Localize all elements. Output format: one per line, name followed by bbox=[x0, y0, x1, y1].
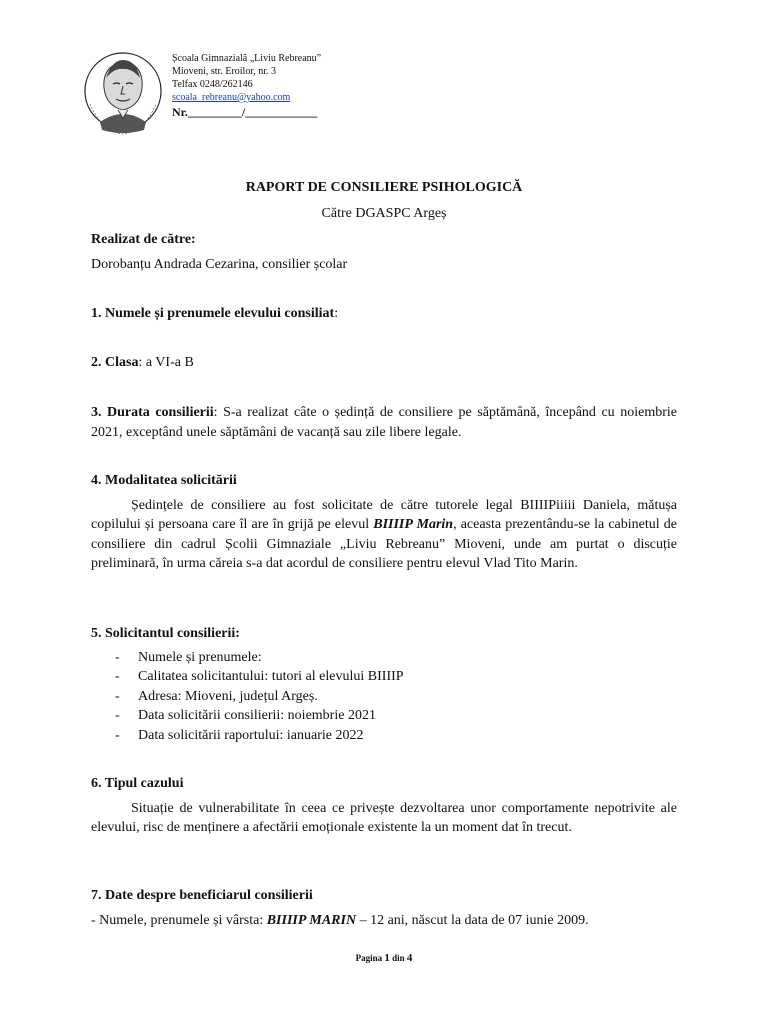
list-item: - Data solicitării consilierii: noiembrie 2021 bbox=[91, 706, 677, 726]
list-item: - Numele și prenumele: bbox=[91, 648, 677, 668]
school-logo-icon bbox=[82, 48, 164, 138]
section-5-label: 5. Solicitantul consilierii: bbox=[91, 626, 240, 641]
section-7-line: - Numele, prenumele și vârsta: BIIIIP MARIN – 12 ani, născut la data de 07 iunie 2009. bbox=[91, 912, 589, 928]
section-7-label: 7. Date despre beneficiarul consilierii bbox=[91, 888, 313, 903]
report-recipient: Către DGASPC Argeș bbox=[321, 206, 447, 221]
list-item: - Adresa: Mioveni, județul Argeș. bbox=[91, 687, 677, 707]
author-label: Realizat de către: bbox=[91, 232, 196, 247]
section-2 bbox=[91, 353, 677, 373]
footer-din: din bbox=[392, 953, 405, 963]
section-6 bbox=[91, 774, 677, 838]
section-3-label: 3. Durata consilierii bbox=[91, 405, 214, 420]
section-2-text: : a VI-a B bbox=[138, 355, 194, 370]
section-4-label: 4. Modalitatea solicitării bbox=[91, 473, 237, 488]
school-email-link[interactable]: scoala_rebreanu@yahoo.com bbox=[172, 92, 291, 103]
footer-total-pages: 4 bbox=[406, 952, 413, 964]
student-name: BIIIIP Marin bbox=[373, 517, 454, 532]
footer-current-page: 1 bbox=[384, 952, 390, 964]
author-section bbox=[91, 230, 677, 274]
registration-number: Nr._________/____________ bbox=[172, 105, 318, 119]
section-1-text: : bbox=[334, 306, 339, 321]
report-title: RAPORT DE CONSILIERE PSIHOLOGICĂ bbox=[245, 180, 523, 195]
section-6-paragraph: Situație de vulnerabilitate în ceea ce privește dezvoltarea unor comportamente nepotrivite ale elevului, risc de menținere a afectării emoționale existente la un moment dat în trecut. bbox=[91, 800, 677, 835]
section-5 bbox=[91, 624, 677, 745]
section-3 bbox=[91, 403, 677, 442]
beneficiary-name: BIIIIP MARIN bbox=[266, 912, 357, 928]
author-value: Dorobanțu Andrada Cezarina, consilier școlar bbox=[91, 256, 348, 272]
page-footer bbox=[0, 952, 768, 964]
school-header bbox=[172, 52, 321, 119]
section-7 bbox=[91, 886, 677, 930]
school-address: Mioveni, str. Eroilor, nr. 3 bbox=[172, 66, 277, 77]
list-item: - Data solicitării raportului: ianuarie 2022 bbox=[91, 726, 677, 746]
footer-pagina: Pagina bbox=[355, 953, 383, 963]
section-4-paragraph: Ședințele de consiliere au fost solicitate de către tutorele legal BIIIIPiiiii Daniela, mătușa copilului și persoana care îl are în grijă pe elevul BIIIIP Marin, aceasta prezentându-se la cabinetul de consiliere din cadrul Școlii Gimnaziale „Liviu Rebreanu” Mioveni, unde am purtat o discuție preliminară, în urma căreia s-a dat acordul de consiliere pentru elevul Vlad Tito Marin. bbox=[91, 497, 677, 571]
section-3-text: : S-a realizat câte o ședință de consiliere pe săptămână, începând cu noiembrie 2021, exceptând unele săptămâni de vacanță sau zile libere legale. bbox=[91, 405, 677, 440]
requester-list bbox=[91, 648, 677, 746]
section-1 bbox=[91, 304, 677, 324]
section-6-label: 6. Tipul cazului bbox=[91, 776, 184, 791]
school-name: Școala Gimnazială „Liviu Rebreanu” bbox=[172, 53, 322, 64]
school-telfax: Telfax 0248/262146 bbox=[172, 79, 253, 90]
section-2-label: 2. Clasa bbox=[91, 355, 139, 370]
section-1-label: 1. Numele și prenumele elevului consiliat bbox=[91, 306, 335, 321]
section-4 bbox=[91, 471, 677, 574]
list-item: - Calitatea solicitantului: tutori al elevului BIIIIP bbox=[91, 667, 677, 687]
